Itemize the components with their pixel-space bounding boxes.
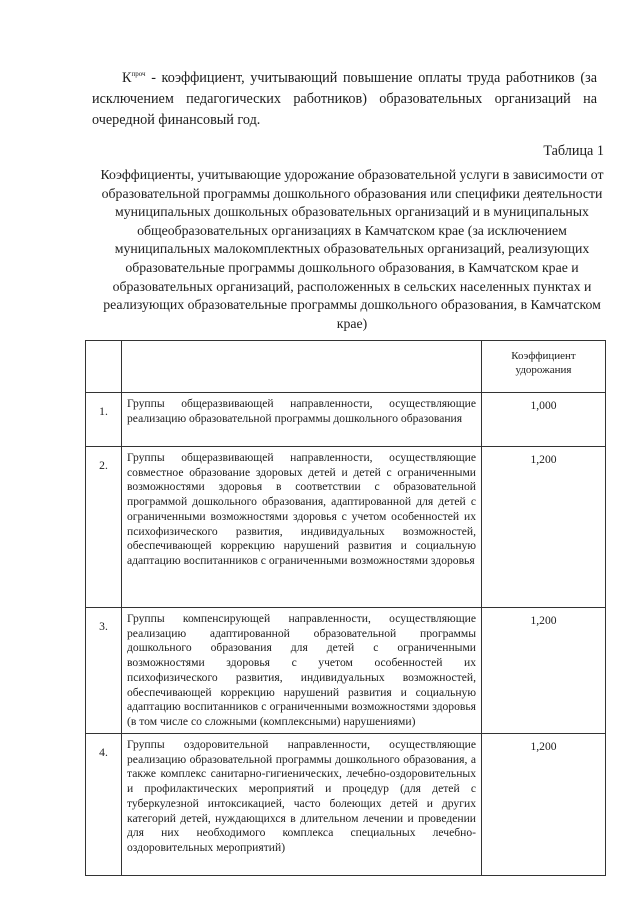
row-description: Группы оздоровительной направленности, осуществляющие реализацию образовательной программы дошкольного образования, а также комплекс санитарно-гигиенических, лечебно-оздоровительных и профилактических мероприятий и процедур (для детей с туберкулезной интоксикацией, часто болеющих детей и других категорий детей, нуждающихся в длительном лечении и проведении для них необходимого комплекса специальных лечебно-оздоровительных мероприятий) <box>122 734 482 876</box>
row-number: 1. <box>86 393 122 447</box>
table-label: Таблица 1 <box>543 143 604 159</box>
table-row <box>86 393 606 447</box>
table-header-row <box>86 341 606 393</box>
table-row <box>86 608 606 734</box>
coefficients-table <box>85 340 606 876</box>
table-row <box>86 447 606 608</box>
row-number: 3. <box>86 608 122 734</box>
row-coefficient: 1,200 <box>482 447 606 608</box>
row-description: Группы общеразвивающей направленности, осуществляющие совместное образование здоровых детей и детей с ограниченными возможностями здоровья в соответствии с образовательной программой дошкольного образования, адаптированной для детей с ограниченными возможностями здоровья с учетом особенностей их психофизического развития, индивидуальных возможностей, обеспечивающей коррекцию нарушений развития и социальную адаптацию воспитанников с ограниченными возможностями здоровья <box>122 447 482 608</box>
intro-paragraph <box>92 64 597 131</box>
header-desc-cell <box>122 341 482 393</box>
row-number: 2. <box>86 447 122 608</box>
row-coefficient: 1,000 <box>482 393 606 447</box>
row-description: Группы компенсирующей направленности, осуществляющие реализацию адаптированной образовательной программы дошкольного образования для детей с ограниченными возможностями здоровья с учетом особенностей их психофизического развития, индивидуальных возможностей, обеспечивающей коррекцию нарушений развития и социальную адаптацию воспитанников с ограниченными возможностями здоровья (в том числе со сложными (комплексными) нарушениями) <box>122 608 482 734</box>
row-description: Группы общеразвивающей направленности, осуществляющие реализацию образовательной программы дошкольного образования <box>122 393 482 447</box>
row-coefficient: 1,200 <box>482 734 606 876</box>
coefficient-symbol: К <box>122 70 132 86</box>
header-coef-cell: Коэффициент удорожания <box>482 341 606 393</box>
table-title: Коэффициенты, учитывающие удорожание образовательной услуги в зависимости от образовательной программы дошкольного образования или специфики деятельности муниципальных дошкольных образовательных организаций и в муниципальных общеобразовательных организациях в Камчатском крае (за исключением муниципальных малокомплектных образовательных организаций, реализующих образовательные программы дошкольного образования, в Камчатском крае и образовательных организаций, расположенных в сельских населенных пунктах и реализующих образовательные программы дошкольного образования, в Камчатском крае) <box>100 167 604 331</box>
row-coefficient: 1,200 <box>482 608 606 734</box>
coefficient-superscript: проч <box>131 70 146 78</box>
header-num-cell <box>86 341 122 393</box>
row-number: 4. <box>86 734 122 876</box>
intro-text: - коэффициент, учитывающий повышение оплаты труда работников (за исключением педагогических работников) образовательных организаций на очередной финансовый год. <box>92 70 597 128</box>
table-row <box>86 734 606 876</box>
